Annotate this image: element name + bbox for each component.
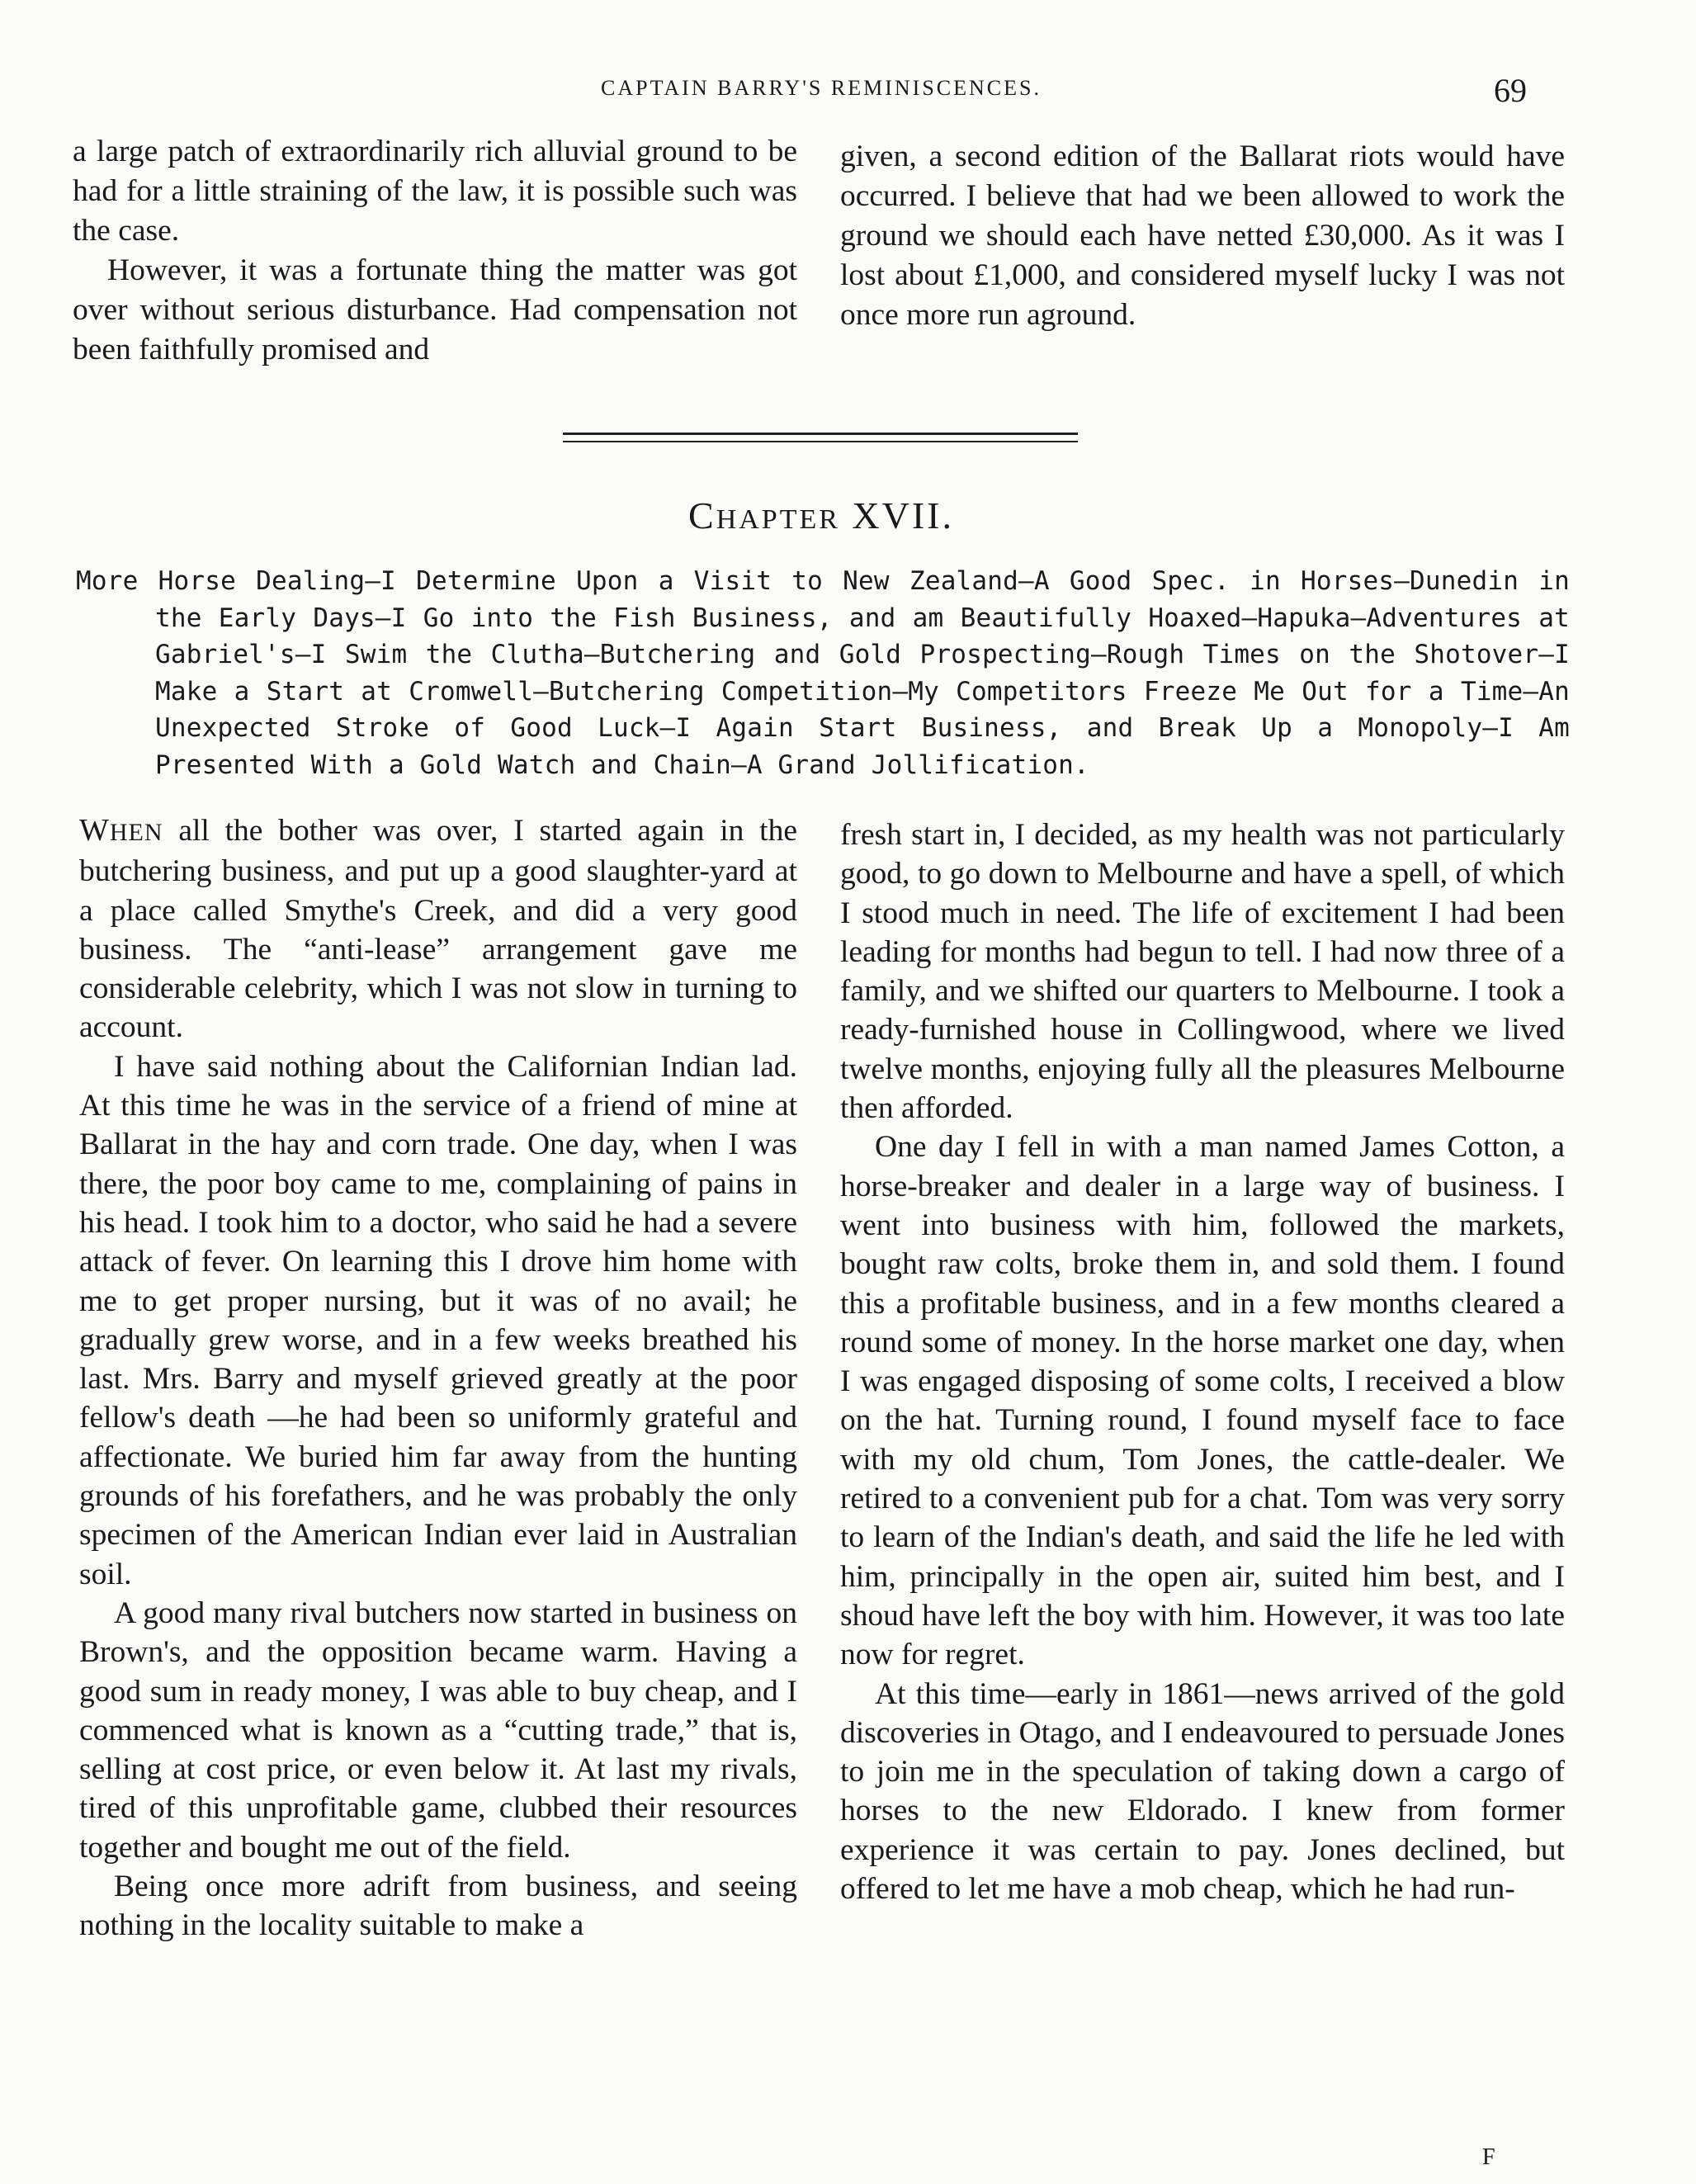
page-number: 69 [1494,72,1527,109]
paragraph: Being once more adrift from business, and seeing nothing in the locality suitable to make a [79,1870,797,1943]
paragraph: I have said nothing about the Californian Indian lad. At this time he was in the service of a friend of mine at Ballarat in the hay and corn trade. One day, when I was there, the poor boy came to me, complaining of pains in his head. I took him to a doctor, who said he had a severe attack of fever. On learning this I drove him home with me to get proper nursing, but it was of no avail; he gradually grew worse, and in a few weeks breathed his last. Mrs. Barry and myself grieved greatly at the poor fellow's death —he had been so uniformly grateful and affectionate. We buried him far away from the hunting grounds of his forefathers, and he was probably the only specimen of the American Indian ever laid in Australian soil. [79,1049,797,1591]
chapter-heading-cap: C [688,494,716,537]
paragraph: fresh start in, I decided, as my health was not particularly good, to go down to Melbourne and have a spell, of which I stood much in need. The life of excitement I had been leading for months had begun to tell. I had now three of a family, and we shifted our quarters to Melbourne. I took a ready-furnished house in Collingwood, where we lived twelve months, enjoying fully all the pleasures Melbourne then afforded. [840,818,1565,1126]
chapter-heading-smallcaps: HAPTER [716,504,840,535]
body-right-column [840,815,1565,1908]
top-right-column [840,137,1565,335]
paragraph: a large patch of extraordinarily rich alluvial ground to be had for a little straining of the law, it is possible such was the case. [73,135,797,248]
opening-word [79,814,163,848]
opening-smallcaps: HEN [109,819,163,846]
paragraph: One day I fell in with a man named James Cotton, a horse-breaker and dealer in a large way of business. I went into business with him, followed the markets, bought raw colts, broke them in, and sold them. I found this a profitable business, and in a few months cleared a round some of money. In the horse market one day, when I was engaged disposing of some colts, I received a blow on the hat. Turning round, I found myself face to face with my old chum, Tom Jones, the cattle-dealer. We retired to a convenient pub for a chat. Tom was very sorry to learn of the Indian's death, and said the life he led with him, principally in the open air, suited him best, and I shoud have left the boy with him. However, it was too late now for regret. [840,1130,1565,1672]
opening-text: all the bother was over, I started again in the butchering business, and put up a good slaughter-yard at a place called Smythe's Creek, and did a very good business. The “anti-lease” arrangement gave me considerable celebrity, which I was not slow in turning to account. [79,814,797,1045]
paragraph: A good many rival butchers now started in business on Brown's, and the opposition became warm. Having a good sum in ready money, I was able to buy cheap, and I commenced what is known as a “cutting trade,” that is, selling at cost price, or even below it. At last my rivals, tired of this unprofitable game, clubbed their resources together and bought me out of the field. [79,1595,797,1865]
top-left-column [73,132,797,370]
signature-mark: F [1482,2144,1495,2170]
opening-paragraph [79,811,797,1047]
paragraph: However, it was a fortunate thing the matter was got over without serious disturbance. Had compensation not been faithfully promised and [73,253,797,366]
paragraph: At this time—early in 1861—news arrived of the gold discoveries in Otago, and I endeavoured to persuade Jones to join me in the speculation of taking down a cargo of horses to the new Eldorado. I knew from former experience it was certain to pay. Jones declined, but offered to let me have a mob cheap, which he had run- [840,1676,1565,1907]
chapter-heading [0,494,1642,537]
chapter-number: XVII. [852,494,954,537]
running-title: CAPTAIN BARRY'S REMINISCENCES. [601,76,1042,100]
opening-cap: W [79,813,110,848]
chapter-synopsis: More Horse Dealing—I Determine Upon a Visit to New Zealand—A Good Spec. in Horses—Dunedin in the Early Days—I Go into the Fish Business, and am Beautifully Hoaxed—Hapuka—Adventures at Gabriel's—I Swim the Clutha—Butchering and Gold Prospecting—Rough Times on the Shotover—I Make a Start at Cromwell—Butchering Competition—My Competitors Freeze Me Out for a Time—An Unexpected Stroke of Good Luck—I Again Start Business, and Break Up a Monopoly—I Am Presented With a Gold Watch and Chain—A Grand Jollification. [76,566,1570,780]
paragraph: given, a second edition of the Ballarat riots would have occurred. I believe that had we been allowed to work the ground we should each have netted £30,000. As it was I lost about £1,000, and considered myself lucky I was not once more run aground. [840,139,1565,332]
body-left-column [79,811,797,1945]
section-divider [563,433,1078,442]
